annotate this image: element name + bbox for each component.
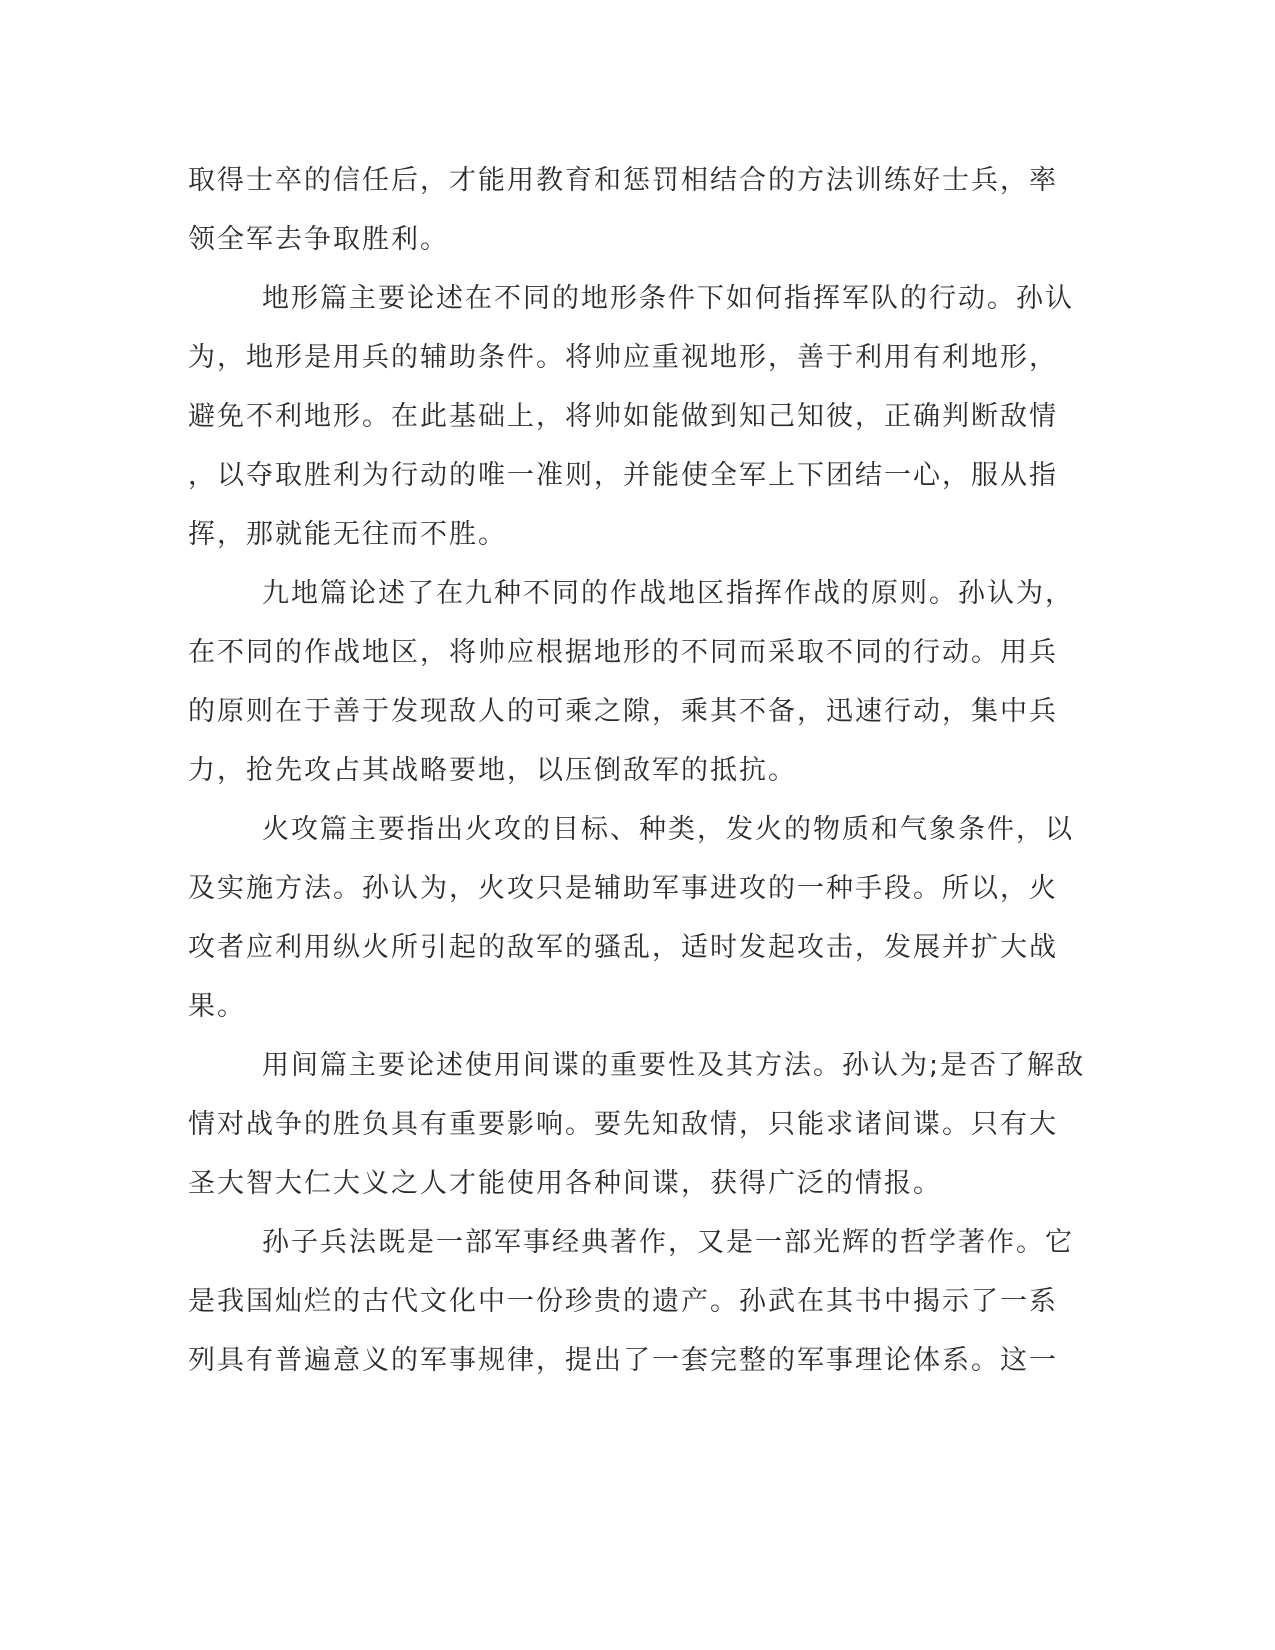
text-line: 攻者应利用纵火所引起的敌军的骚乱，适时发起攻击，发展并扩大战: [188, 932, 1058, 963]
text-line: ，以夺取胜利为行动的唯一准则，并能使全军上下团结一心，服从指: [188, 460, 1058, 491]
text-line: 挥，那就能无往而不胜。: [188, 519, 507, 550]
paragraph-first-line: 火攻篇主要指出火攻的目标、种类，发火的物质和气象条件，以: [262, 814, 1074, 845]
text-line: 及实施方法。孙认为，火攻只是辅助军事进攻的一种手段。所以，火: [188, 873, 1058, 904]
paragraph-first-line: 九地篇论述了在九种不同的作战地区指挥作战的原则。孙认为，: [262, 578, 1074, 609]
paragraph-first-line: 用间篇主要论述使用间谍的重要性及其方法。孙认为;是否了解敌: [262, 1050, 1086, 1081]
text-line: 圣大智大仁大义之人才能使用各种间谍，获得广泛的情报。: [188, 1168, 942, 1199]
text-line: 的原则在于善于发现敌人的可乘之隙，乘其不备，迅速行动，集中兵: [188, 696, 1058, 727]
text-line: 领全军去争取胜利。: [188, 224, 449, 255]
text-line: 为，地形是用兵的辅助条件。将帅应重视地形，善于利用有利地形，: [188, 342, 1058, 373]
text-line: 果。: [188, 991, 246, 1022]
text-line: 力，抢先攻占其战略要地，以压倒敌军的抵抗。: [188, 755, 797, 786]
text-line: 避免不利地形。在此基础上，将帅如能做到知己知彼，正确判断敌情: [188, 401, 1058, 432]
text-line: 列具有普遍意义的军事规律，提出了一套完整的军事理论体系。这一: [188, 1345, 1058, 1376]
text-line: 取得士卒的信任后，才能用教育和惩罚相结合的方法训练好士兵，率: [188, 165, 1058, 196]
paragraph-first-line: 地形篇主要论述在不同的地形条件下如何指挥军队的行动。孙认: [262, 283, 1074, 314]
paragraph-first-line: 孙子兵法既是一部军事经典著作，又是一部光辉的哲学著作。它: [262, 1227, 1074, 1258]
text-line: 情对战争的胜负具有重要影响。要先知敌情，只能求诸间谍。只有大: [188, 1109, 1058, 1140]
text-line: 是我国灿烂的古代文化中一份珍贵的遗产。孙武在其书中揭示了一系: [188, 1286, 1058, 1317]
text-line: 在不同的作战地区，将帅应根据地形的不同而采取不同的行动。用兵: [188, 637, 1058, 668]
